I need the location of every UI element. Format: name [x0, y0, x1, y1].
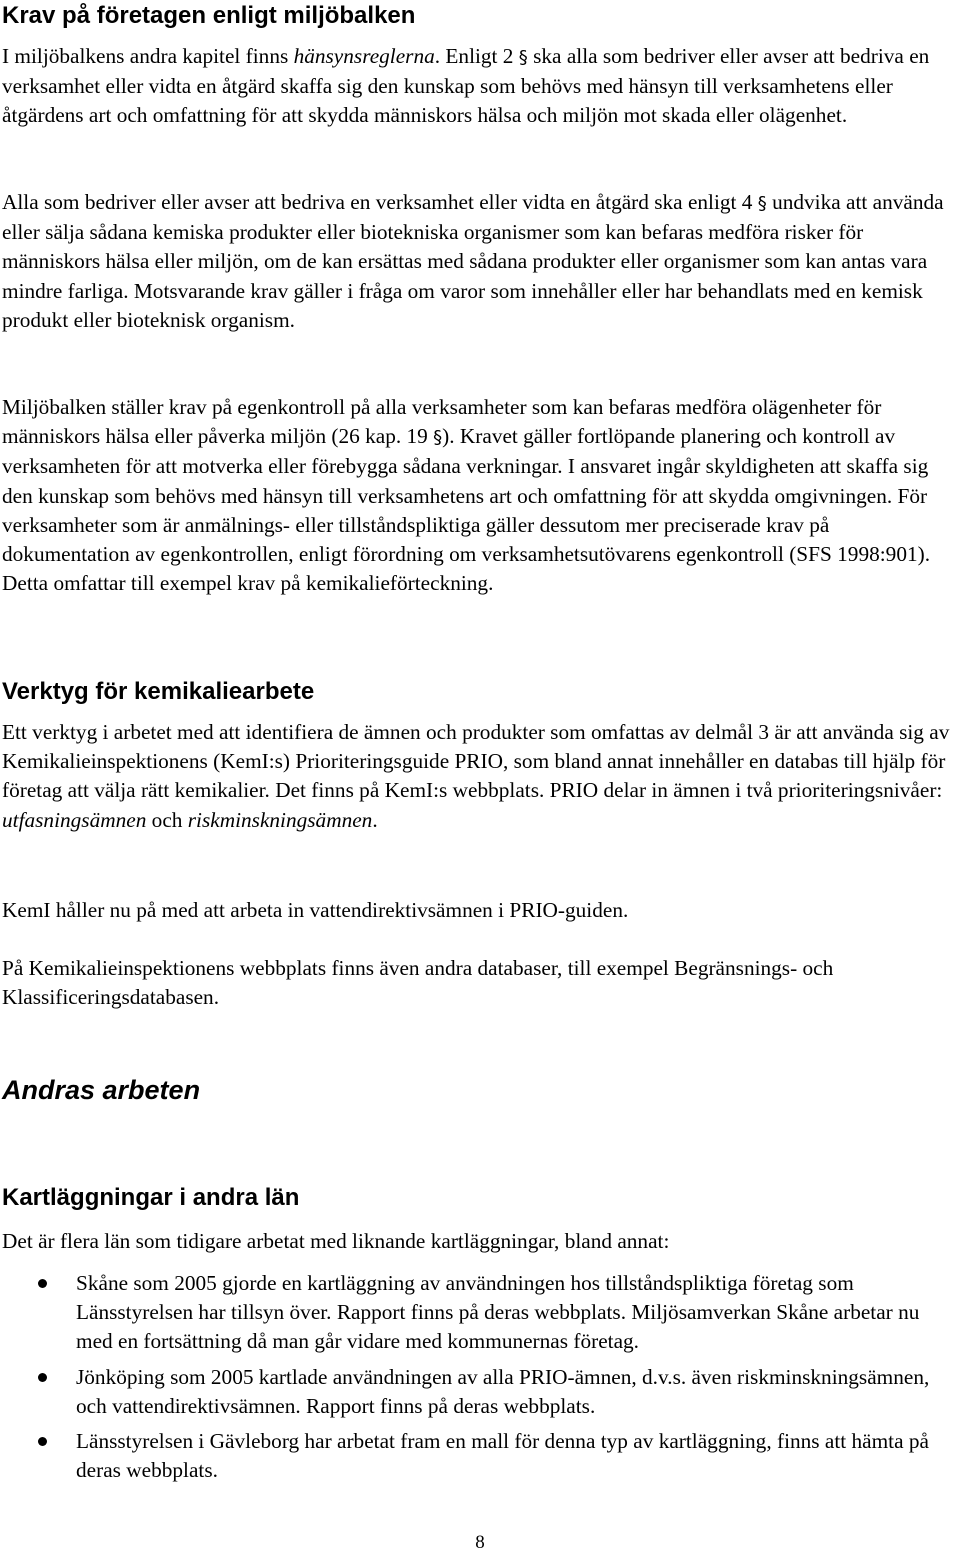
bullet-icon [38, 1437, 47, 1446]
section-heading-krav: Krav på företagen enligt miljöbalken [2, 2, 416, 29]
paragraph-text: . [372, 807, 378, 832]
paragraph-intro-lan: Det är flera län som tidigare arbetat med liknande kartläggningar, bland annat: [2, 1229, 670, 1253]
emphasis-text: riskminskningsämnen [187, 807, 373, 832]
bullet-icon [38, 1373, 47, 1382]
paragraph-text: . Enligt 2 [434, 44, 519, 68]
bullet-icon [38, 1279, 47, 1288]
section-sign: § [518, 47, 528, 68]
list-item [2, 1269, 958, 1357]
paragraph-text: undvika att använda eller sälja sådana kemiska produkter eller biotekniska organismer som kan befaras medföra risker för människors hälsa eller miljön, om de kan ersättas med sådana produkter eller organismer som kan antas vara mindre farliga. Motsvarande krav gäller i fråga om varor som innehåller eller har behandlats med en kemisk produkt eller bioteknisk organism. [2, 190, 944, 332]
paragraph-prio [2, 718, 958, 835]
paragraph-hansynsregler [2, 42, 958, 131]
paragraph-text: ). Kravet gäller fortlöpande planering och kontroll av verksamheten för att motverka eller förebygga sådana verkningar. I ansvaret ingår skyldigheten att skaffa sig den kunskap som behövs med hänsyn till verksamhetens art och omfattning för att skydda omgivningen. För verksamheter som är anmälnings- eller tillståndspliktiga gäller dessutom mer preciserade krav på dokumentation av egenkontrollen, enligt förordning om verksamhetsutövarens egenkontroll (SFS 1998:901). Detta omfattar till exempel krav på kemikalieförteckning. [2, 424, 931, 596]
paragraph-text: Miljöbalken ställer krav på egenkontroll på alla verksamheter som kan befaras medföra olägenheter för människors hälsa eller påverka miljön (26 kap. 19 [2, 395, 882, 449]
section-heading-kartlaggningar: Kartläggningar i andra län [2, 1184, 300, 1211]
list-item [2, 1363, 958, 1421]
paragraph-kemiska-produkter [2, 188, 958, 335]
paragraph-kemi-vattendirektiv: KemI håller nu på med att arbeta in vattendirektivsämnen i PRIO-guiden. [2, 898, 629, 922]
section-heading-verktyg: Verktyg för kemikaliearbete [2, 678, 315, 705]
section-heading-andras-arbeten: Andras arbeten [2, 1075, 201, 1105]
page-number: 8 [475, 1532, 485, 1553]
paragraph-text: ska alla som bedriver eller avser att bedriva en verksamhet eller vidta en åtgärd skaffa sig den kunskap som behövs med hänsyn till verksamhetens eller åtgärdens art och omfattning för att skydda människors hälsa och miljön mot skada eller olägenhet. [2, 44, 930, 128]
bullet-list [2, 1269, 958, 1491]
paragraph-text: Alla som bedriver eller avser att bedriva en verksamhet eller vidta en åtgärd ska enligt 4 [2, 190, 758, 214]
emphasis-text: hänsynsreglerna [293, 44, 435, 68]
section-sign: § [757, 193, 767, 214]
list-item [2, 1427, 958, 1485]
section-sign: § [433, 427, 443, 449]
paragraph-text: I miljöbalkens andra kapitel finns [2, 44, 294, 68]
emphasis-text: utfasningsämnen [2, 807, 147, 832]
paragraph-text: Ett verktyg i arbetet med att identifiera de ämnen och produkter som omfattas av delmål 3 är att använda sig av Kemikalieinspektionens (KemI:s) Prioriteringsguide PRIO, som bland annat innehåller en databas till hjälp för företag att välja rätt kemikalier. Det finns på KemI:s webbplats. PRIO delar in ämnen i två prioriteringsnivåer: [2, 720, 950, 803]
list-item-text: Länsstyrelsen i Gävleborg har arbetat fram en mall för denna typ av kartläggning, finns att hämta på deras webbplats. [76, 1429, 929, 1483]
paragraph-egenkontroll [2, 393, 958, 598]
list-item-text: Skåne som 2005 gjorde en kartläggning av användningen hos tillståndspliktiga företag som Länsstyrelsen har tillsyn över. Rapport finns på deras webbplats. Miljösamverkan Skåne arbetar nu med en fortsättning då man går vidare med kommunernas företag. [76, 1271, 920, 1354]
paragraph-databaser: På Kemikalieinspektionens webbplats finns även andra databaser, till exempel Begränsnings- och Klassificeringsdatabasen. [2, 956, 834, 1010]
paragraph-text: och [146, 807, 188, 832]
list-item-text: Jönköping som 2005 kartlade användningen av alla PRIO-ämnen, d.v.s. även riskminskningsämnen, och vattendirektivsämnen. Rapport finns på deras webbplats. [76, 1364, 930, 1418]
